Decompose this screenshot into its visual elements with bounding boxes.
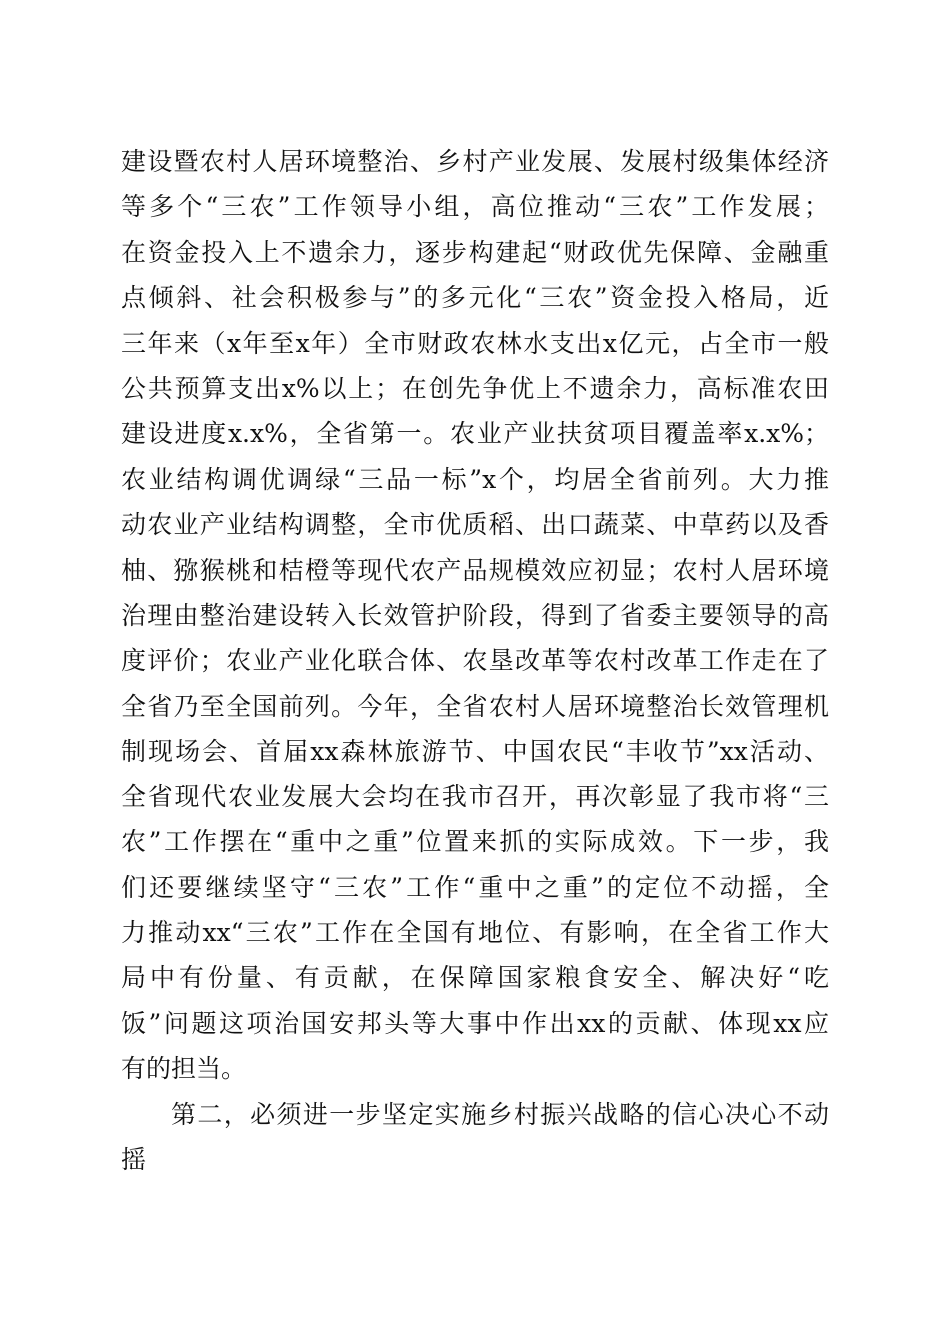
paragraph-line: 制现场会、首届xx森林旅游节、中国农民“丰收节”xx活动、	[121, 737, 829, 766]
paragraph-line: 们还要继续坚守“三农”工作“重中之重”的定位不动摇，全	[121, 873, 829, 902]
paragraph-line: 度评价；农业产业化联合体、农垦改革等农村改革工作走在了	[121, 646, 829, 675]
paragraph-line: 农业结构调优调绿“三品一标”x个，均居全省前列。大力推	[121, 465, 829, 494]
paragraph-line: 饭”问题这项治国安邦头等大事中作出xx的贡献、体现xx应	[121, 1009, 829, 1038]
paragraph-line: 局中有份量、有贡献，在保障国家粮食安全、解决好“吃	[121, 963, 829, 992]
paragraph-line: 治理由整治建设转入长效管护阶段，得到了省委主要领导的高	[121, 601, 829, 630]
paragraph-line: 公共预算支出x%以上；在创先争优上不遗余力，高标准农田	[121, 374, 829, 403]
section-heading: 摇	[121, 1145, 147, 1174]
paragraph-line: 点倾斜、社会积极参与”的多元化“三农”资金投入格局，近	[121, 283, 829, 312]
paragraph-line: 动农业产业结构调整，全市优质稻、出口蔬菜、中草药以及香	[121, 510, 829, 539]
paragraph-line: 全省现代农业发展大会均在我市召开，再次彰显了我市将“三	[121, 782, 829, 811]
section-heading: 第二，必须进一步坚定实施乡村振兴战略的信心决心不动	[171, 1100, 829, 1129]
paragraph-line: 建设进度x.x%，全省第一。农业产业扶贫项目覆盖率x.x%；	[121, 419, 829, 448]
paragraph-line: 三年来（x年至x年）全市财政农林水支出x亿元，占全市一般	[121, 329, 829, 358]
paragraph-line: 在资金投入上不遗余力，逐步构建起“财政优先保障、金融重	[121, 238, 829, 267]
paragraph-line: 力推动xx“三农”工作在全国有地位、有影响，在全省工作大	[121, 918, 829, 947]
paragraph-line: 全省乃至全国前列。今年，全省农村人居环境整治长效管理机	[121, 692, 829, 721]
paragraph-line: 柚、猕猴桃和桔橙等现代农产品规模效应初显；农村人居环境	[121, 556, 829, 585]
paragraph-line: 等多个“三农”工作领导小组，高位推动“三农”工作发展；	[121, 192, 829, 221]
paragraph-line: 有的担当。	[121, 1054, 247, 1083]
paragraph-line: 建设暨农村人居环境整治、乡村产业发展、发展村级集体经济	[121, 147, 829, 176]
paragraph-line: 农”工作摆在“重中之重”位置来抓的实际成效。下一步，我	[121, 827, 829, 856]
